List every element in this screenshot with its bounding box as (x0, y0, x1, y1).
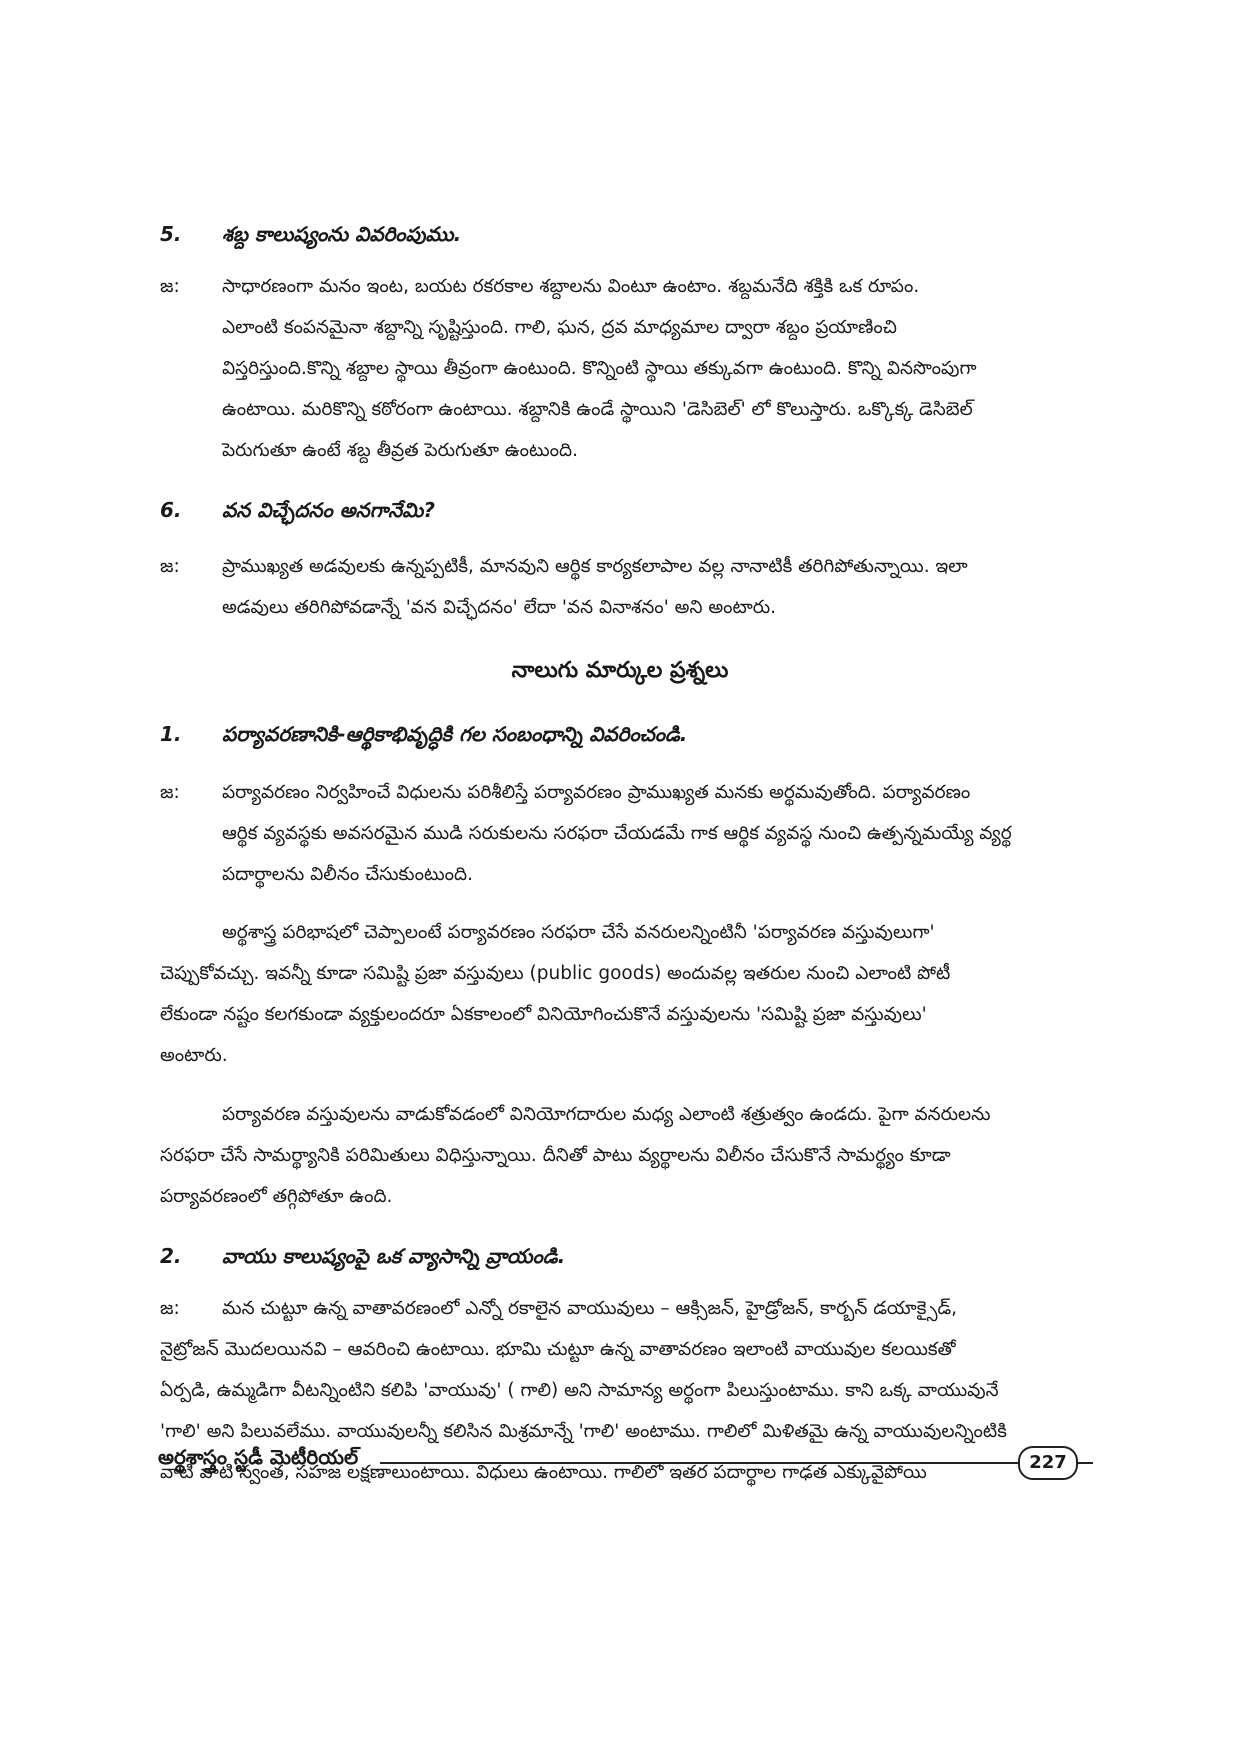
answer-line: ఉంటాయి. మరికొన్ని కఠోరంగా ఉంటాయి. శబ్దానికి ఉండే స్థాయిని 'డెసిబెల్' లో కొలుస్తారు. ఒక్కొక్క డెసిబెల్ (222, 399, 973, 420)
paragraph-line: వాటి వాటి స్వంత, సహజ లక్షణాలుంటాయి. విధులు ఉంటాయి. గాలిలో ఇతర పదార్థాల గాఢత ఎక్కువైపోయి (160, 1462, 927, 1483)
question-title: పర్యావరణానికి-ఆర్థికాభివృద్ధికి గల సంబంధాన్ని వివరించండి. (222, 722, 688, 746)
question-title: వన విచ్ఛేదనం అనగానేమి? (222, 498, 435, 522)
answer-line: పర్యావరణం నిర్వహించే విధులను పరిశీలిస్తే పర్యావరణం ప్రాముఖ్యత మనకు అర్థమవుతోంది. పర్యావరణం (222, 782, 971, 803)
question-5-heading (160, 222, 1100, 251)
answer-label: జ: (160, 782, 180, 803)
page-number-badge: 227 (1018, 1446, 1078, 1480)
question-6-heading (160, 498, 1100, 527)
answer-line: అడవులు తరిగిపోవడాన్నే 'వన విచ్ఛేదనం' లేదా 'వన వినాశనం' అని అంటారు. (222, 597, 776, 618)
section-title: నాలుగు మార్కుల ప్రశ్నలు (511, 658, 729, 683)
answer-line: సాధారణంగా మనం ఇంట, బయట రకరకాల శబ్దాలను వింటూ ఉంటాం. శబ్దమనేది శక్తికి ఒక రూపం. (222, 276, 920, 297)
paragraph-line: 'గాలి' అని పిలువలేము. వాయువులన్నీ కలిసిన మిశ్రమాన్నే 'గాలి' అంటాము. గాలిలో మిళితమై ఉన్న వాయువులన్నింటికి (160, 1421, 1007, 1442)
long-question-1-heading (160, 722, 1100, 751)
answer-line: ఎలాంటి కంపనమైనా శబ్దాన్ని సృష్టిస్తుంది. గాలి, ఘన, ద్రవ మాధ్యమాల ద్వారా శబ్దం ప్రయాణించి (222, 317, 897, 338)
answer-line: మన చుట్టూ ఉన్న వాతావరణంలో ఎన్నో రకాలైన వాయువులు – ఆక్సిజన్, హైడ్రోజన్, కార్బన్ డయాక్సైడ్, (222, 1298, 958, 1319)
answer-6 (160, 546, 1100, 628)
question-number: 2. (160, 1244, 182, 1268)
answer-label: జ: (160, 1298, 180, 1319)
long-answer-1 (160, 772, 1100, 895)
answer-5 (160, 266, 1100, 471)
question-title: శబ్ద కాలుష్యంను వివరింపుము. (222, 222, 462, 246)
answer-line: ప్రాముఖ్యత అడవులకు ఉన్నప్పటికీ, మానవుని ఆర్థిక కార్యకలాపాల వల్ల నానాటికీ తరిగిపోతున్నాయి. ఇలా (222, 556, 968, 577)
question-number: 1. (160, 722, 182, 746)
paragraph-line: నైట్రోజన్ మొదలయినవి – ఆవరించి ఉంటాయి. భూమి చుట్టూ ఉన్న వాతావరణం ఇలాంటి వాయువుల కలయికతో (160, 1339, 956, 1360)
paragraph (160, 1094, 1100, 1217)
answer-label: జ: (160, 556, 180, 577)
question-title: వాయు కాలుష్యంపై ఒక వ్యాసాన్ని వ్రాయండి. (222, 1244, 566, 1268)
paragraph-line: పర్యావరణంలో తగ్గిపోతూ ఉంది. (160, 1186, 393, 1207)
answer-label: జ: (160, 276, 180, 297)
footer-title: అర్థశాస్త్రం స్టడీ మెటీరియల్ (158, 1445, 359, 1469)
answer-line: విస్తరిస్తుంది.కొన్ని శబ్దాల స్థాయి తీవ్రంగా ఉంటుంది. కొన్నింటి స్థాయి తక్కువగా ఉంటుంది. కొన్ని వినసొంపుగా (222, 358, 977, 379)
long-answer-2 (160, 1288, 1100, 1329)
answer-line: పదార్థాలను విలీనం చేసుకుంటుంది. (222, 864, 473, 885)
paragraph-line: అంటారు. (160, 1045, 228, 1066)
answer-line: ఆర్థిక వ్యవస్థకు అవసరమైన ముడి సరుకులను సరఫరా చేయడమే గాక ఆర్థిక వ్యవస్థ నుంచి ఉత్పన్నమయ్యే వ్యర్థ (222, 823, 1012, 844)
paragraph (160, 912, 1100, 1076)
paragraph-line: పర్యావరణ వస్తువులను వాడుకోవడంలో వినియోగదారుల మధ్య ఎలాంటి శత్రుత్వం ఉండదు. పైగా వనరులను (222, 1104, 991, 1125)
paragraph-line: ఏర్పడి, ఉమ్మడిగా వీటన్నింటిని కలిపి 'వాయువు' ( గాలి) అని సామాన్య అర్థంగా పిలుస్తుంటాము. కాని ఒక్క వాయువునే (160, 1380, 999, 1401)
paragraph-line: చెప్పుకోవచ్చు. ఇవన్నీ కూడా సమిష్టి ప్రజా వస్తువులు (public goods) అందువల్ల ఇతరుల నుంచి ఎలాంటి పోటీ (160, 963, 951, 984)
question-number: 6. (160, 498, 182, 522)
paragraph-line: లేకుండా నష్టం కలగకుండా వ్యక్తులందరూ ఏకకాలంలో వినియోగించుకొనే వస్తువులను 'సమిష్టి ప్రజా వస్తువులు' (160, 1004, 927, 1025)
paragraph-line: అర్థశాస్త్ర పరిభాషలో చెప్పాలంటే పర్యావరణం సరఫరా చేసే వనరులన్నింటినీ 'పర్యావరణ వస్తువులుగా' (222, 922, 935, 943)
question-number: 5. (160, 222, 182, 246)
footer-rule (380, 1462, 1020, 1464)
long-question-2-heading (160, 1244, 1100, 1273)
paragraph-line: సరఫరా చేసే సామర్థ్యానికి పరిమితులు విధిస్తున్నాయి. దీనితో పాటు వ్యర్థాలను విలీనం చేసుకొనే సామర్థ్యం కూడా (160, 1145, 951, 1166)
answer-line: పెరుగుతూ ఉంటే శబ్ద తీవ్రత పెరుగుతూ ఉంటుంది. (222, 440, 578, 461)
